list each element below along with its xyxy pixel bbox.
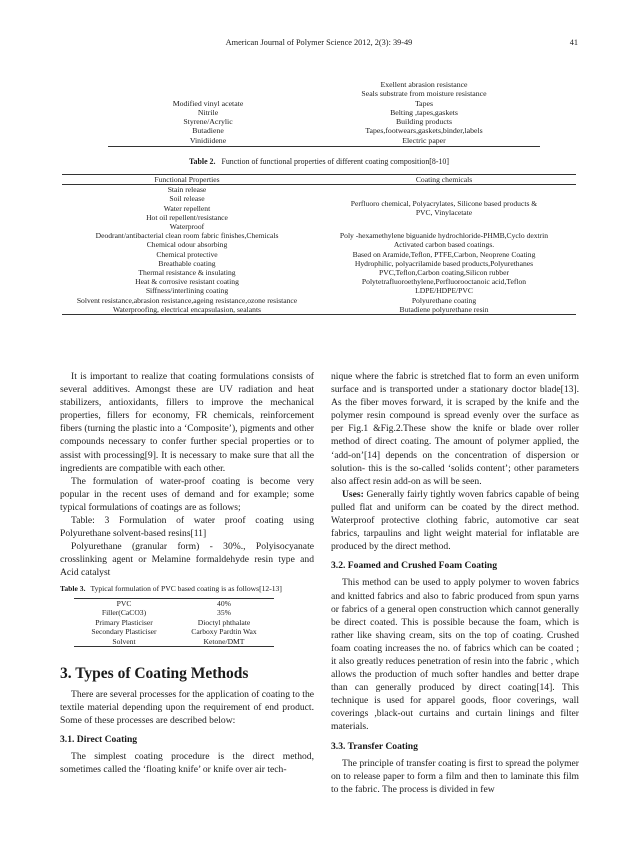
table1-continuation bbox=[108, 80, 540, 147]
table-rule bbox=[108, 146, 540, 147]
table-cell: Siffness/interlining coating bbox=[145, 286, 229, 296]
column-header-properties: Functional Properties bbox=[154, 175, 220, 184]
table2-caption-text: Function of functional properties of different coating composition[8-10] bbox=[221, 157, 449, 166]
table-cell: Butadiene polyurethane resin bbox=[399, 304, 489, 314]
table-cell: 35% bbox=[217, 608, 231, 618]
table-cell: Hydrophilic, polyacrilamide based products,Polyurethanes bbox=[354, 258, 534, 268]
table-cell: Perfluoro chemical, Polyacrylates, Silicone based products & PVC, Vinylacetate bbox=[350, 199, 538, 218]
page-number: 41 bbox=[569, 38, 578, 47]
table-row bbox=[62, 286, 576, 295]
journal-citation: American Journal of Polymer Science 2012, 2(3): 39-49 bbox=[225, 38, 413, 47]
table-cell: Based on Aramide,Teflon, PTFE,Carbon, Neoprene Coating bbox=[352, 249, 536, 259]
table3-label: Table 3. bbox=[60, 583, 86, 593]
table-cell: Tapes bbox=[414, 98, 434, 108]
table-cell: Breathable coating bbox=[158, 258, 216, 268]
table-row bbox=[62, 296, 576, 305]
section-heading: 3. Types of Coating Methods bbox=[60, 665, 249, 683]
paragraph: This method can be used to apply polymer to woven fabrics and knitted fabrics and also to fabric produced from spun yarns or fabrics of a general open construction which cannot generally be direct coated. This is possible because the foam, which is rather like shaving cream, sits on the top of coating. Crushed foam coating increases the no. of fabrics which can be coated ; it also greatly reduces penetration of resin into the fabric , which allows the production of much softer handles and better drape than can generally produced by direct coating[14]. This technique is used for apparel goods, floor coverings, wall coverings ,black-out curtains and curtain linings and filter materials. bbox=[331, 577, 579, 733]
table-row bbox=[108, 99, 540, 108]
table-cell: Heat & corrosive resistant coating bbox=[135, 277, 239, 287]
table2 bbox=[62, 174, 576, 315]
table-row bbox=[74, 637, 274, 647]
page-header bbox=[60, 38, 578, 52]
table-cell: Butadiene bbox=[192, 126, 224, 136]
table-cell: Carboxy Pardtin Wax bbox=[191, 627, 257, 637]
table-cell: Deodrant/antibacterial clean room fabric finishes,Chemicals bbox=[95, 231, 279, 241]
table-cell: Exellent abrasion resistance bbox=[380, 80, 468, 89]
subsection-heading: 3.3. Transfer Coating bbox=[331, 740, 418, 752]
table-cell: Styrene/Acrylic bbox=[183, 117, 233, 127]
table-row bbox=[108, 136, 540, 145]
table-cell: Building products bbox=[395, 117, 453, 127]
table2-label: Table 2. bbox=[189, 157, 216, 166]
table-cell: Primary Plasticiser bbox=[95, 617, 153, 627]
table-row bbox=[62, 259, 576, 268]
table-cell: Polytetrafluoroethylene,Perfluorooctanoic acid,Teflon bbox=[361, 277, 527, 287]
table-row bbox=[108, 108, 540, 117]
table-cell: Solvent bbox=[112, 636, 136, 646]
table-cell: Electric paper bbox=[402, 135, 446, 145]
table-row bbox=[108, 117, 540, 126]
table-cell: Polyurethane coating bbox=[411, 295, 477, 305]
right-column bbox=[331, 370, 579, 796]
table-cell: Tapes,footwears,gaskets,binder,labels bbox=[365, 126, 483, 136]
paragraph: Polyurethane (granular form) - 30%., Polyisocyanate crosslinking agent or Melamine formaldehyde resin type and Acid catalyst bbox=[60, 541, 314, 579]
table-cell: Stain release bbox=[167, 185, 207, 195]
table-cell: Nitrile bbox=[197, 107, 219, 117]
table-row bbox=[108, 89, 540, 98]
table-row bbox=[62, 305, 576, 314]
table-cell: Vinidiidene bbox=[189, 135, 227, 145]
paragraph: The formulation of water-proof coating is become very popular in the recent uses of demand and for example; some typical formulations of coatings are as follows; bbox=[60, 475, 314, 513]
table-cell: Belting ,tapes,gaskets bbox=[390, 107, 458, 117]
table-cell: Secondary Plasticiser bbox=[91, 627, 157, 637]
table-row-group bbox=[62, 185, 576, 231]
uses-label: Uses: bbox=[342, 488, 364, 500]
table-cell: Soil release bbox=[169, 194, 205, 204]
table-cell: Chemical protective bbox=[156, 249, 218, 259]
table-cell: Chemical odour absorbing bbox=[146, 240, 228, 250]
table-cell: Filler(CaCO3) bbox=[101, 608, 147, 618]
table-cell: Poly -hexamethylene biguanide hydrochloride-PHMB,Cyclo dextrin bbox=[339, 231, 549, 241]
table3-caption-text: Typical formulation of PVC based coating is as follows[12-13] bbox=[90, 583, 282, 593]
table-cell: Dioctyl phthalate bbox=[197, 617, 251, 627]
table-row bbox=[62, 240, 576, 249]
subsection-heading: 3.2. Foamed and Crushed Foam Coating bbox=[331, 560, 498, 572]
table-cell: PVC bbox=[116, 598, 132, 608]
paragraph-text: Generally fairly tightly woven fabrics capable of being pulled flat and uniform can be coated by the direct method. Waterproof protective clothing fabric, automotive car seat fabrics, tarpaulins and light weight material for inflatable are produced by the direct method. bbox=[331, 488, 579, 553]
table-cell: Activated carbon based coatings. bbox=[393, 240, 495, 250]
table3 bbox=[74, 598, 274, 648]
subsection-heading: 3.1. Direct Coating bbox=[60, 733, 138, 745]
left-column bbox=[60, 370, 314, 776]
table-cell: Solvent resistance,abrasion resistance,ageing resistance,ozone resistance bbox=[76, 295, 298, 305]
table-row bbox=[62, 277, 576, 286]
table-row bbox=[74, 618, 274, 628]
table-row bbox=[62, 250, 576, 259]
table-header-row bbox=[62, 175, 576, 185]
table-cell: Thermal resistance & insulating bbox=[138, 268, 236, 278]
table-cell: Seals substrate from moisture resistance bbox=[361, 89, 487, 99]
table-cell: Waterproofing, electrical encapsulasion, sealants bbox=[112, 304, 262, 314]
table-cell: Water repellent bbox=[163, 203, 211, 213]
table-cell: Ketone/DMT bbox=[203, 636, 245, 646]
table-cell: Hot oil repellent/resistance bbox=[146, 212, 228, 222]
table-row bbox=[62, 231, 576, 240]
table-row bbox=[74, 608, 274, 618]
paragraph: The simplest coating procedure is the direct method, sometimes called the ‘floating knife’ or knife over air tech- bbox=[60, 750, 314, 776]
paragraph: Table: 3 Formulation of water proof coating using Polyurethane solvent-based resins[11] bbox=[60, 515, 314, 540]
table-cell: Waterproof bbox=[169, 222, 205, 232]
table-row bbox=[74, 599, 274, 609]
paragraph bbox=[331, 488, 579, 553]
table-cell: LDPE/HDPE/PVC bbox=[415, 286, 473, 296]
table-row bbox=[108, 80, 540, 89]
table-row bbox=[74, 627, 274, 637]
table-row bbox=[108, 126, 540, 135]
table-cell: PVC,Teflon,Carbon coating,Silicon rubber bbox=[378, 268, 510, 278]
paragraph: There are several processes for the application of coating to the textile material depending upon the requirement of end product. Some of these processes are described below: bbox=[60, 688, 314, 726]
paragraph: The principle of transfer coating is first to spread the polymer on to release paper to form a film and then to laminate this film to the fabric. The process is divided in few bbox=[331, 757, 579, 795]
table-cell: Modified vinyl acetate bbox=[172, 98, 244, 108]
paragraph: It is important to realize that coating formulations consists of several additives. Amongst these are UV radiation and heat stabilizers, antioxidants, fillers to improve the mechanical properties, fillers for economy, FR chemicals, reinforcement fibers (turning the plastic into a ‘Composite’), pigments and other compounds necessary to confer further special properties or to assist with processing[9]. It is necessary to make sure that all the ingredients are compatible with each other. bbox=[60, 371, 314, 474]
paragraph: nique where the fabric is stretched flat to form an even uniform surface and is transported under a stationary doctor blade[13]. As the fiber moves forward, it is scraped by the knife and the polymer resin compound is spread evenly over the surface as per Fig.1 &Fig.2.These show the knife or blade over roller method of direct coating. The amount of polymer applied, the ‘add-on’[14] depends on the concentration of dispersion or solution- this is the so-called ‘solids content’; other parameters also affect resin add-on as will be seen. bbox=[331, 371, 579, 487]
table2-caption bbox=[60, 157, 578, 166]
table-row bbox=[62, 268, 576, 277]
column-header-chemicals: Coating chemicals bbox=[415, 175, 473, 184]
table3-caption bbox=[60, 584, 314, 594]
table-cell: 40% bbox=[217, 598, 231, 608]
